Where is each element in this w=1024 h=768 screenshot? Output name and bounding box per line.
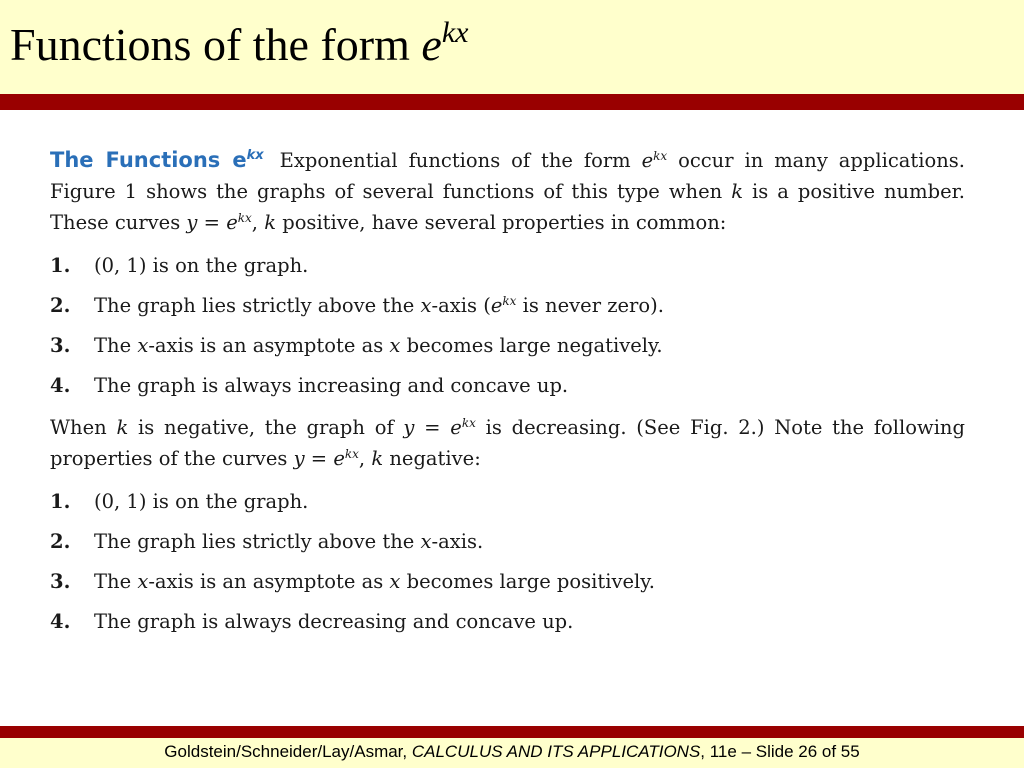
list-item: 1. (0, 1) is on the graph. — [50, 254, 309, 277]
list-item: 3. The x-axis is an asymptote as x becomes large positively. — [50, 570, 655, 593]
title-exponent: kx — [441, 16, 469, 49]
negative-k-properties — [50, 482, 965, 642]
title-base: e — [421, 19, 442, 70]
slide-content — [50, 140, 965, 648]
list-item: 3. The x-axis is an asymptote as x becomes large negatively. — [50, 334, 663, 357]
section-heading: The Functions $e^{kx}$ — [50, 148, 264, 172]
negative-k-paragraph: When k is negative, the graph of $y = e^{kx}$ is decreasing. (See Fig. 2.) Note the following properties of the curves $y = e^{kx}$, k negative: — [50, 416, 965, 470]
list-item: 1. (0, 1) is on the graph. — [50, 490, 309, 513]
slide-footer: Goldstein/Schneider/Lay/Asmar, CALCULUS AND ITS APPLICATIONS, 11e – Slide 26 of 55 — [164, 742, 860, 761]
book-title: CALCULUS AND ITS APPLICATIONS — [411, 742, 701, 761]
list-item: 4. The graph is always decreasing and concave up. — [50, 610, 574, 633]
top-rule — [0, 94, 1024, 110]
list-item: 2. The graph lies strictly above the x-axis ($e^{kx}$ is never zero). — [50, 294, 664, 317]
list-item: 4. The graph is always increasing and concave up. — [50, 374, 569, 397]
intro-paragraph: The Functions $e^{kx}$ Exponential functions of the form $e^{kx}$ occur in many applications. Figure 1 shows the graphs of several functions of this type when k is a positive number. These curves $y = e^{kx}$, k positive, have several properties in common: — [50, 148, 965, 234]
positive-k-properties — [50, 246, 965, 406]
bottom-rule — [0, 726, 1024, 738]
slide-title: Functions of the form $e^{kx}$ — [10, 16, 469, 70]
list-item: 2. The graph lies strictly above the x-axis. — [50, 530, 484, 553]
